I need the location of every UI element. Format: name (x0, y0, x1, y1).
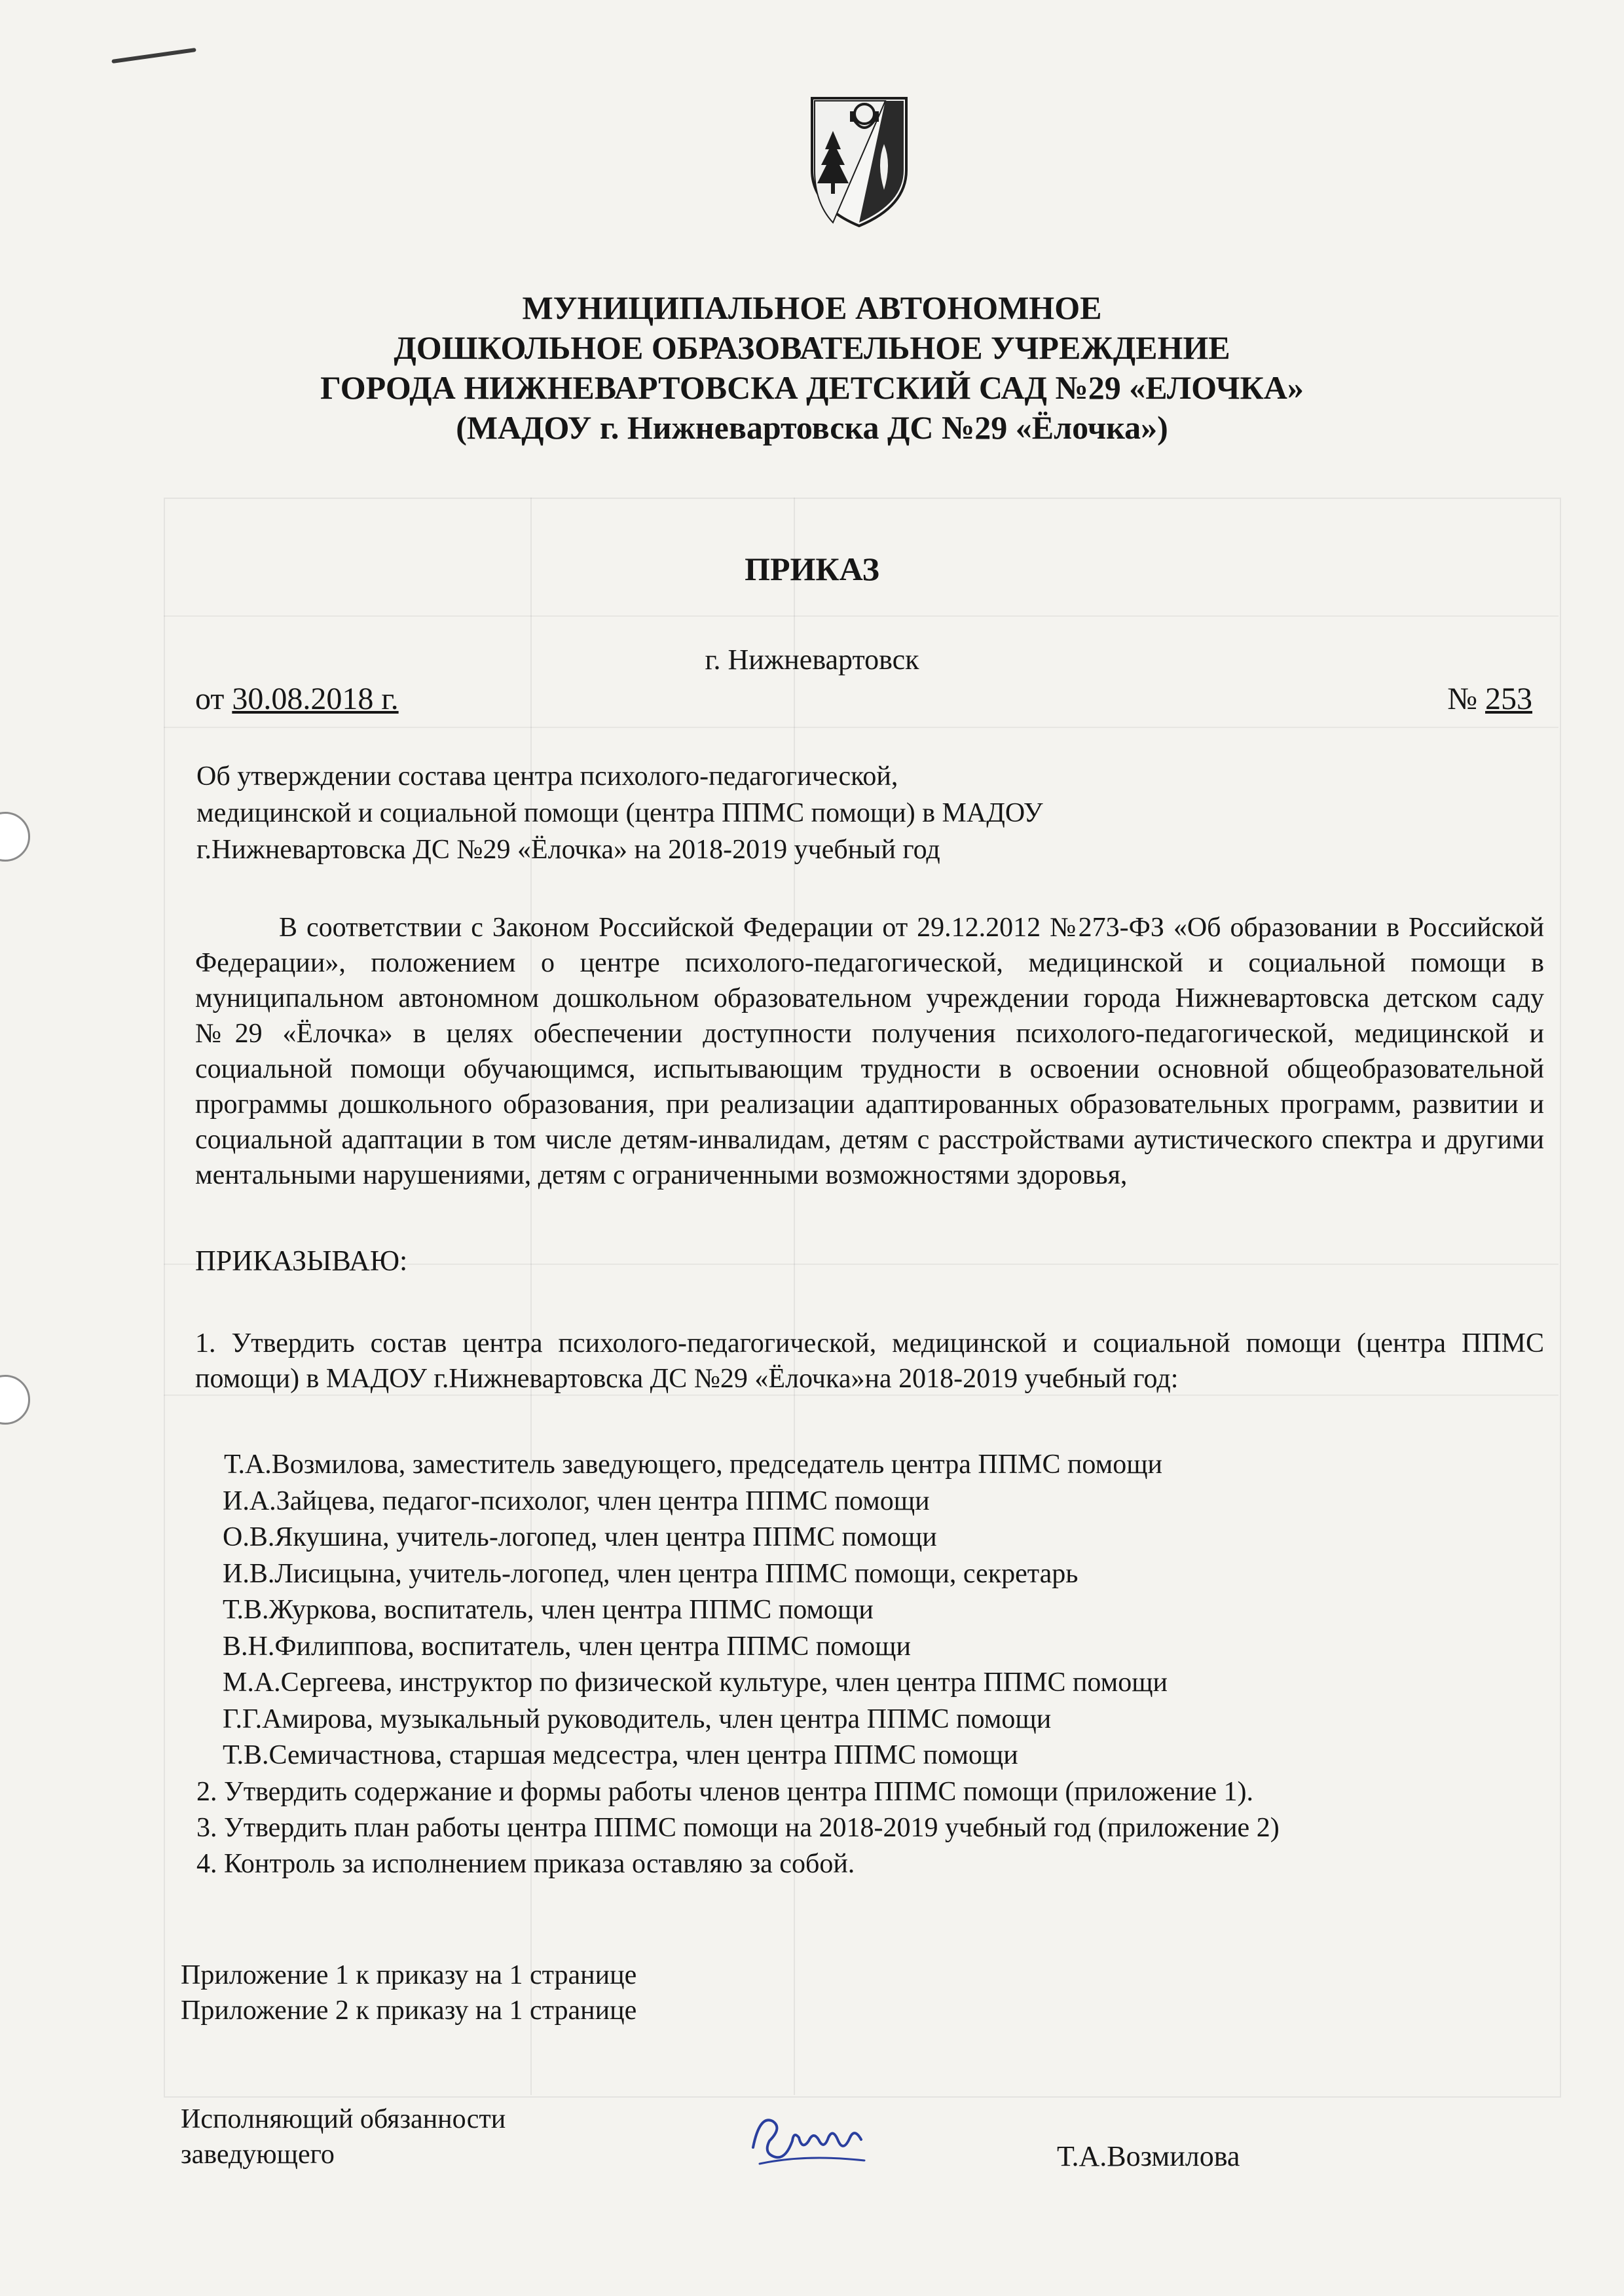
member-item: О.В.Якушина, учитель-логопед, член центра ППМС помощи (223, 1522, 937, 1552)
member-item: Т.А.Возмилова, заместитель заведующего, председатель центра ППМС помощи (224, 1449, 1163, 1480)
header-line-3: ГОРОДА НИЖНЕВАРТОВСКА ДЕТСКИЙ САД №29 «ЕЛОЧКА» (320, 369, 1304, 406)
attachment-2: Приложение 2 к приказу на 1 странице (181, 1995, 637, 2026)
member-item: Т.В.Семичастнова, старшая медсестра, член центра ППМС помощи (223, 1740, 1018, 1770)
pen-mark (111, 48, 196, 64)
header-line-4: (МАДОУ г. Нижневартовска ДС №29 «Ёлочка») (456, 409, 1168, 446)
attachment-1: Приложение 1 к приказу на 1 странице (181, 1960, 637, 1990)
order-item-1: 1. Утвердить состав центра психолого-педагогической, медицинской и социальной помощи (центра ППМС помощи) в МАДОУ г.Нижневартовска ДС №29 «Ёлочка»на 2018-2019 учебный год: (195, 1328, 1544, 1394)
order-item-3: 3. Утвердить план работы центра ППМС помощи на 2018-2019 учебный год (приложение 2) (196, 1813, 1280, 1843)
attachments-list (181, 1958, 637, 2028)
signatory-position (181, 2102, 506, 2172)
order-subject (196, 758, 1310, 868)
signatory-position-line-1: Исполняющий обязанности (181, 2104, 506, 2134)
member-item: М.А.Сергеева, инструктор по физической культуре, член центра ППМС помощи (223, 1667, 1168, 1698)
organization-header (196, 288, 1428, 448)
order-directive: ПРИКАЗЫВАЮ: (195, 1245, 408, 1277)
member-item: Т.В.Журкова, воспитатель, член центра ППМС помощи (223, 1595, 874, 1625)
document-date: 30.08.2018 г. (232, 682, 399, 716)
header-line-2: ДОШКОЛЬНОЕ ОБРАЗОВАТЕЛЬНОЕ УЧРЕЖДЕНИЕ (394, 329, 1230, 366)
member-item: И.А.Зайцева, педагог-психолог, член центра ППМС помощи (223, 1485, 930, 1516)
subject-line-2: медицинской и социальной помощи (центра ППМС помощи) в МАДОУ (196, 798, 1043, 828)
handwritten-signature (747, 2102, 871, 2174)
city-coat-of-arms-emblem (807, 92, 912, 229)
order-item-4: 4. Контроль за исполнением приказа оставляю за собой. (196, 1849, 855, 1879)
order-item-2: 2. Утвердить содержание и формы работы членов центра ППМС помощи (приложение 1). (196, 1777, 1253, 1807)
document-date-row (195, 681, 399, 717)
document-number: 253 (1485, 682, 1532, 716)
date-prefix: от (195, 682, 232, 716)
punch-hole-top (0, 812, 30, 862)
member-item: И.В.Лисицына, учитель-логопед, член центра ППМС помощи, секретарь (223, 1558, 1079, 1589)
reverse-side-row-line (164, 727, 1559, 728)
subject-line-3: г.Нижневартовска ДС №29 «Ёлочка» на 2018-2019 учебный год (196, 835, 940, 865)
preamble-paragraph: В соответствии с Законом Российской Федерации от 29.12.2012 №273-ФЗ «Об образовании в Российской Федерации», положением о центре психолого-педагогической, медицинской и социальной помощи в муниципальном автономном дошкольном образовательном учреждении города Нижневартовска детском саду №29 «Ёлочка» в целях обеспечении доступности получения психолого-педагогической, медицинской и социальной помощи обучающимся, испытывающим трудности в освоении основной общеобразовательной программы дошкольного образования, при реализации адаптированных образовательных программ, развитии и социальной адаптации в том числе детям-инвалидам, детям с расстройствами аутистического спектра и другими ментальными нарушениями, детям с ограниченными возможностями здоровья, (195, 913, 1544, 1190)
punch-hole-bottom (0, 1375, 30, 1425)
header-line-1: МУНИЦИПАЛЬНОЕ АВТОНОМНОЕ (522, 289, 1102, 326)
member-item: В.Н.Филиппова, воспитатель, член центра ППМС помощи (223, 1631, 911, 1662)
member-item: Г.Г.Амирова, музыкальный руководитель, член центра ППМС помощи (223, 1704, 1052, 1734)
reverse-side-row-line (164, 615, 1559, 617)
subject-line-1: Об утверждении состава центра психолого-педагогической, (196, 761, 898, 792)
signatory-position-line-2: заведующего (181, 2140, 335, 2170)
order-items-list (196, 1774, 1280, 1882)
center-members-list (224, 1447, 1168, 1774)
number-prefix: № (1447, 682, 1485, 716)
signatory-name: Т.А.Возмилова (1057, 2140, 1240, 2172)
document-city: г. Нижневартовск (705, 644, 919, 676)
document-number-row (1447, 681, 1532, 717)
document-title: ПРИКАЗ (745, 551, 879, 587)
